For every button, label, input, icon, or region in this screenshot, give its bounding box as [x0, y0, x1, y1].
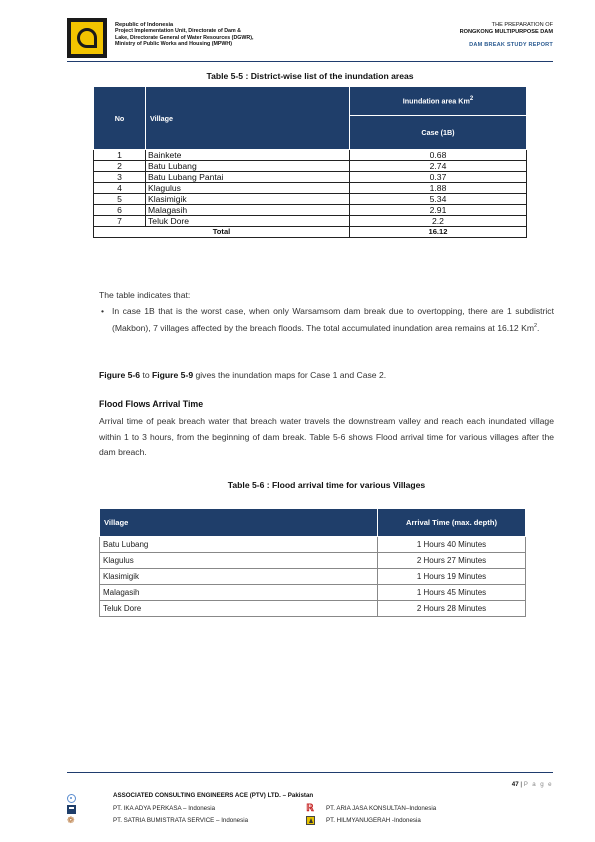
col-header-area	[350, 87, 527, 116]
bullet-body: In case 1B that is the worst case, when only Warsamsom dam break due to overtopping, there are 1 subdistrict (Makbon), 7 villages affected by the breach floods. The total accumulated inundation area remains at 16.12 Km	[112, 306, 554, 334]
table-row	[94, 183, 527, 194]
table-row	[94, 216, 527, 227]
org-line: Ministry of Public Works and Housing (MPWH)	[115, 41, 233, 48]
area-unit-sup: 2	[469, 96, 474, 103]
ika-logo-icon	[67, 805, 76, 814]
cell-area: 1.88	[350, 183, 527, 194]
figure-ref-start: Figure 5-6	[99, 370, 141, 380]
figure-ref-end: Figure 5-9	[152, 370, 194, 380]
cell-village: Klasimigik	[146, 194, 350, 205]
cell-no: 7	[94, 216, 146, 227]
cell-area: 2.2	[350, 216, 527, 227]
bullet-end: .	[537, 323, 540, 334]
col-header-case: Case (1B)	[350, 116, 527, 150]
doc-subtitle: DAM BREAK STUDY REPORT	[469, 42, 553, 48]
cell-village: Malagasih	[146, 205, 350, 216]
col-header-village: Village	[146, 87, 350, 150]
table-total-row	[94, 227, 527, 238]
table-row	[94, 194, 527, 205]
cell-no: 1	[94, 150, 146, 161]
cell-village: Malagasih	[100, 585, 378, 601]
cell-village: Batu Lubang Pantai	[146, 172, 350, 183]
table-row	[94, 150, 527, 161]
cell-area: 5.34	[350, 194, 527, 205]
cell-time: 2 Hours 27 Minutes	[378, 553, 526, 569]
col-header-arrival-time: Arrival Time (max. depth)	[378, 509, 526, 537]
document-title-block	[460, 22, 553, 49]
org-line: Lake, Directorate General of Water Resources (DGWR),	[115, 34, 254, 41]
cell-time: 2 Hours 28 Minutes	[378, 601, 526, 617]
cell-village: Teluk Dore	[146, 216, 350, 227]
bullet-dot-icon: •	[101, 306, 105, 316]
page-header	[67, 18, 553, 60]
organization-block	[115, 22, 305, 48]
cell-time: 1 Hours 40 Minutes	[378, 537, 526, 553]
doc-title-line: THE PREPARATION OF	[491, 22, 553, 28]
table-row	[100, 585, 526, 601]
footer-main-company: ASSOCIATED CONSULTING ENGINEERS ACE (PTV) LTD. – Pakistan	[113, 792, 314, 799]
cell-no: 3	[94, 172, 146, 183]
org-line: Republic of Indonesia	[115, 22, 174, 28]
ministry-logo-icon	[67, 18, 107, 58]
bullet-unit-sup: 2	[533, 323, 538, 330]
arrival-time-table	[99, 508, 526, 617]
total-value: 16.12	[350, 227, 527, 238]
cell-village: Bainkete	[146, 150, 350, 161]
cell-village: Klasimigik	[100, 569, 378, 585]
table-row	[100, 601, 526, 617]
cell-time: 1 Hours 19 Minutes	[378, 569, 526, 585]
footer-partner: PT. ARIA JASA KONSULTAN–Indonesia	[326, 805, 437, 812]
figure-ref-text: gives the inundation maps for Case 1 and Case 2.	[193, 370, 387, 380]
page-number-value: 47	[511, 781, 519, 788]
footer-partner: PT. HILMYANUGERAH -Indonesia	[326, 817, 421, 824]
cell-area: 0.68	[350, 150, 527, 161]
ace-logo-icon	[67, 794, 76, 803]
col-header-no: No	[94, 87, 146, 150]
table-row	[100, 553, 526, 569]
cell-village: Batu Lubang	[100, 537, 378, 553]
footer-partner: PT. IKA ADYA PERKASA – Indonesia	[113, 805, 216, 812]
cell-village: Batu Lubang	[146, 161, 350, 172]
cell-no: 5	[94, 194, 146, 205]
cell-village: Klagulus	[100, 553, 378, 569]
figure-reference	[99, 368, 554, 384]
footer-partner: PT. SATRIA BUMISTRATA SERVICE – Indonesia	[113, 817, 249, 824]
col-header-village: Village	[100, 509, 378, 537]
total-label: Total	[94, 227, 350, 238]
doc-title-line: RONGKONG MULTIPURPOSE DAM	[459, 29, 553, 35]
cell-village: Klagulus	[146, 183, 350, 194]
cell-area: 2.74	[350, 161, 527, 172]
table-row	[100, 569, 526, 585]
cell-time: 1 Hours 45 Minutes	[378, 585, 526, 601]
page-sep: |	[518, 781, 524, 788]
header-divider	[67, 61, 553, 62]
hilmyanugerah-logo-icon	[306, 816, 315, 825]
inundation-table	[93, 86, 527, 238]
satria-logo-icon: ❁	[67, 815, 75, 825]
figure-ref-mid: to	[140, 370, 153, 380]
area-label: Inundation area Km	[402, 96, 470, 106]
table2-caption: Table 5-6 : Flood arrival time for various Villages	[227, 480, 426, 490]
bullet-text	[112, 304, 554, 336]
footer-divider	[67, 772, 553, 773]
table-row	[100, 537, 526, 553]
cell-area: 0.37	[350, 172, 527, 183]
cell-area: 2.91	[350, 205, 527, 216]
page-number	[512, 781, 553, 788]
page-word: P a g e	[523, 781, 553, 788]
cell-village: Teluk Dore	[100, 601, 378, 617]
table-row	[94, 205, 527, 216]
arrival-paragraph: Arrival time of peak breach water that breach water travels the downstream valley and reach each inundated village within 1 to 3 hours, from the beginning of dam break. Table 5-6 shows Flood arrival time for various villages after the dam breach.	[99, 416, 554, 458]
table1-caption: Table 5-5 : District-wise list of the inundation areas	[206, 71, 414, 81]
aria-logo-icon: ℝ	[306, 803, 314, 814]
org-line: Project Implementation Unit, Directorate of Dam &	[115, 28, 241, 35]
table-row	[94, 172, 527, 183]
bullet-item	[99, 304, 554, 336]
cell-no: 2	[94, 161, 146, 172]
section-heading: Flood Flows Arrival Time	[99, 399, 204, 409]
intro-text: The table indicates that:	[99, 290, 191, 300]
cell-no: 4	[94, 183, 146, 194]
table-row	[94, 161, 527, 172]
cell-no: 6	[94, 205, 146, 216]
